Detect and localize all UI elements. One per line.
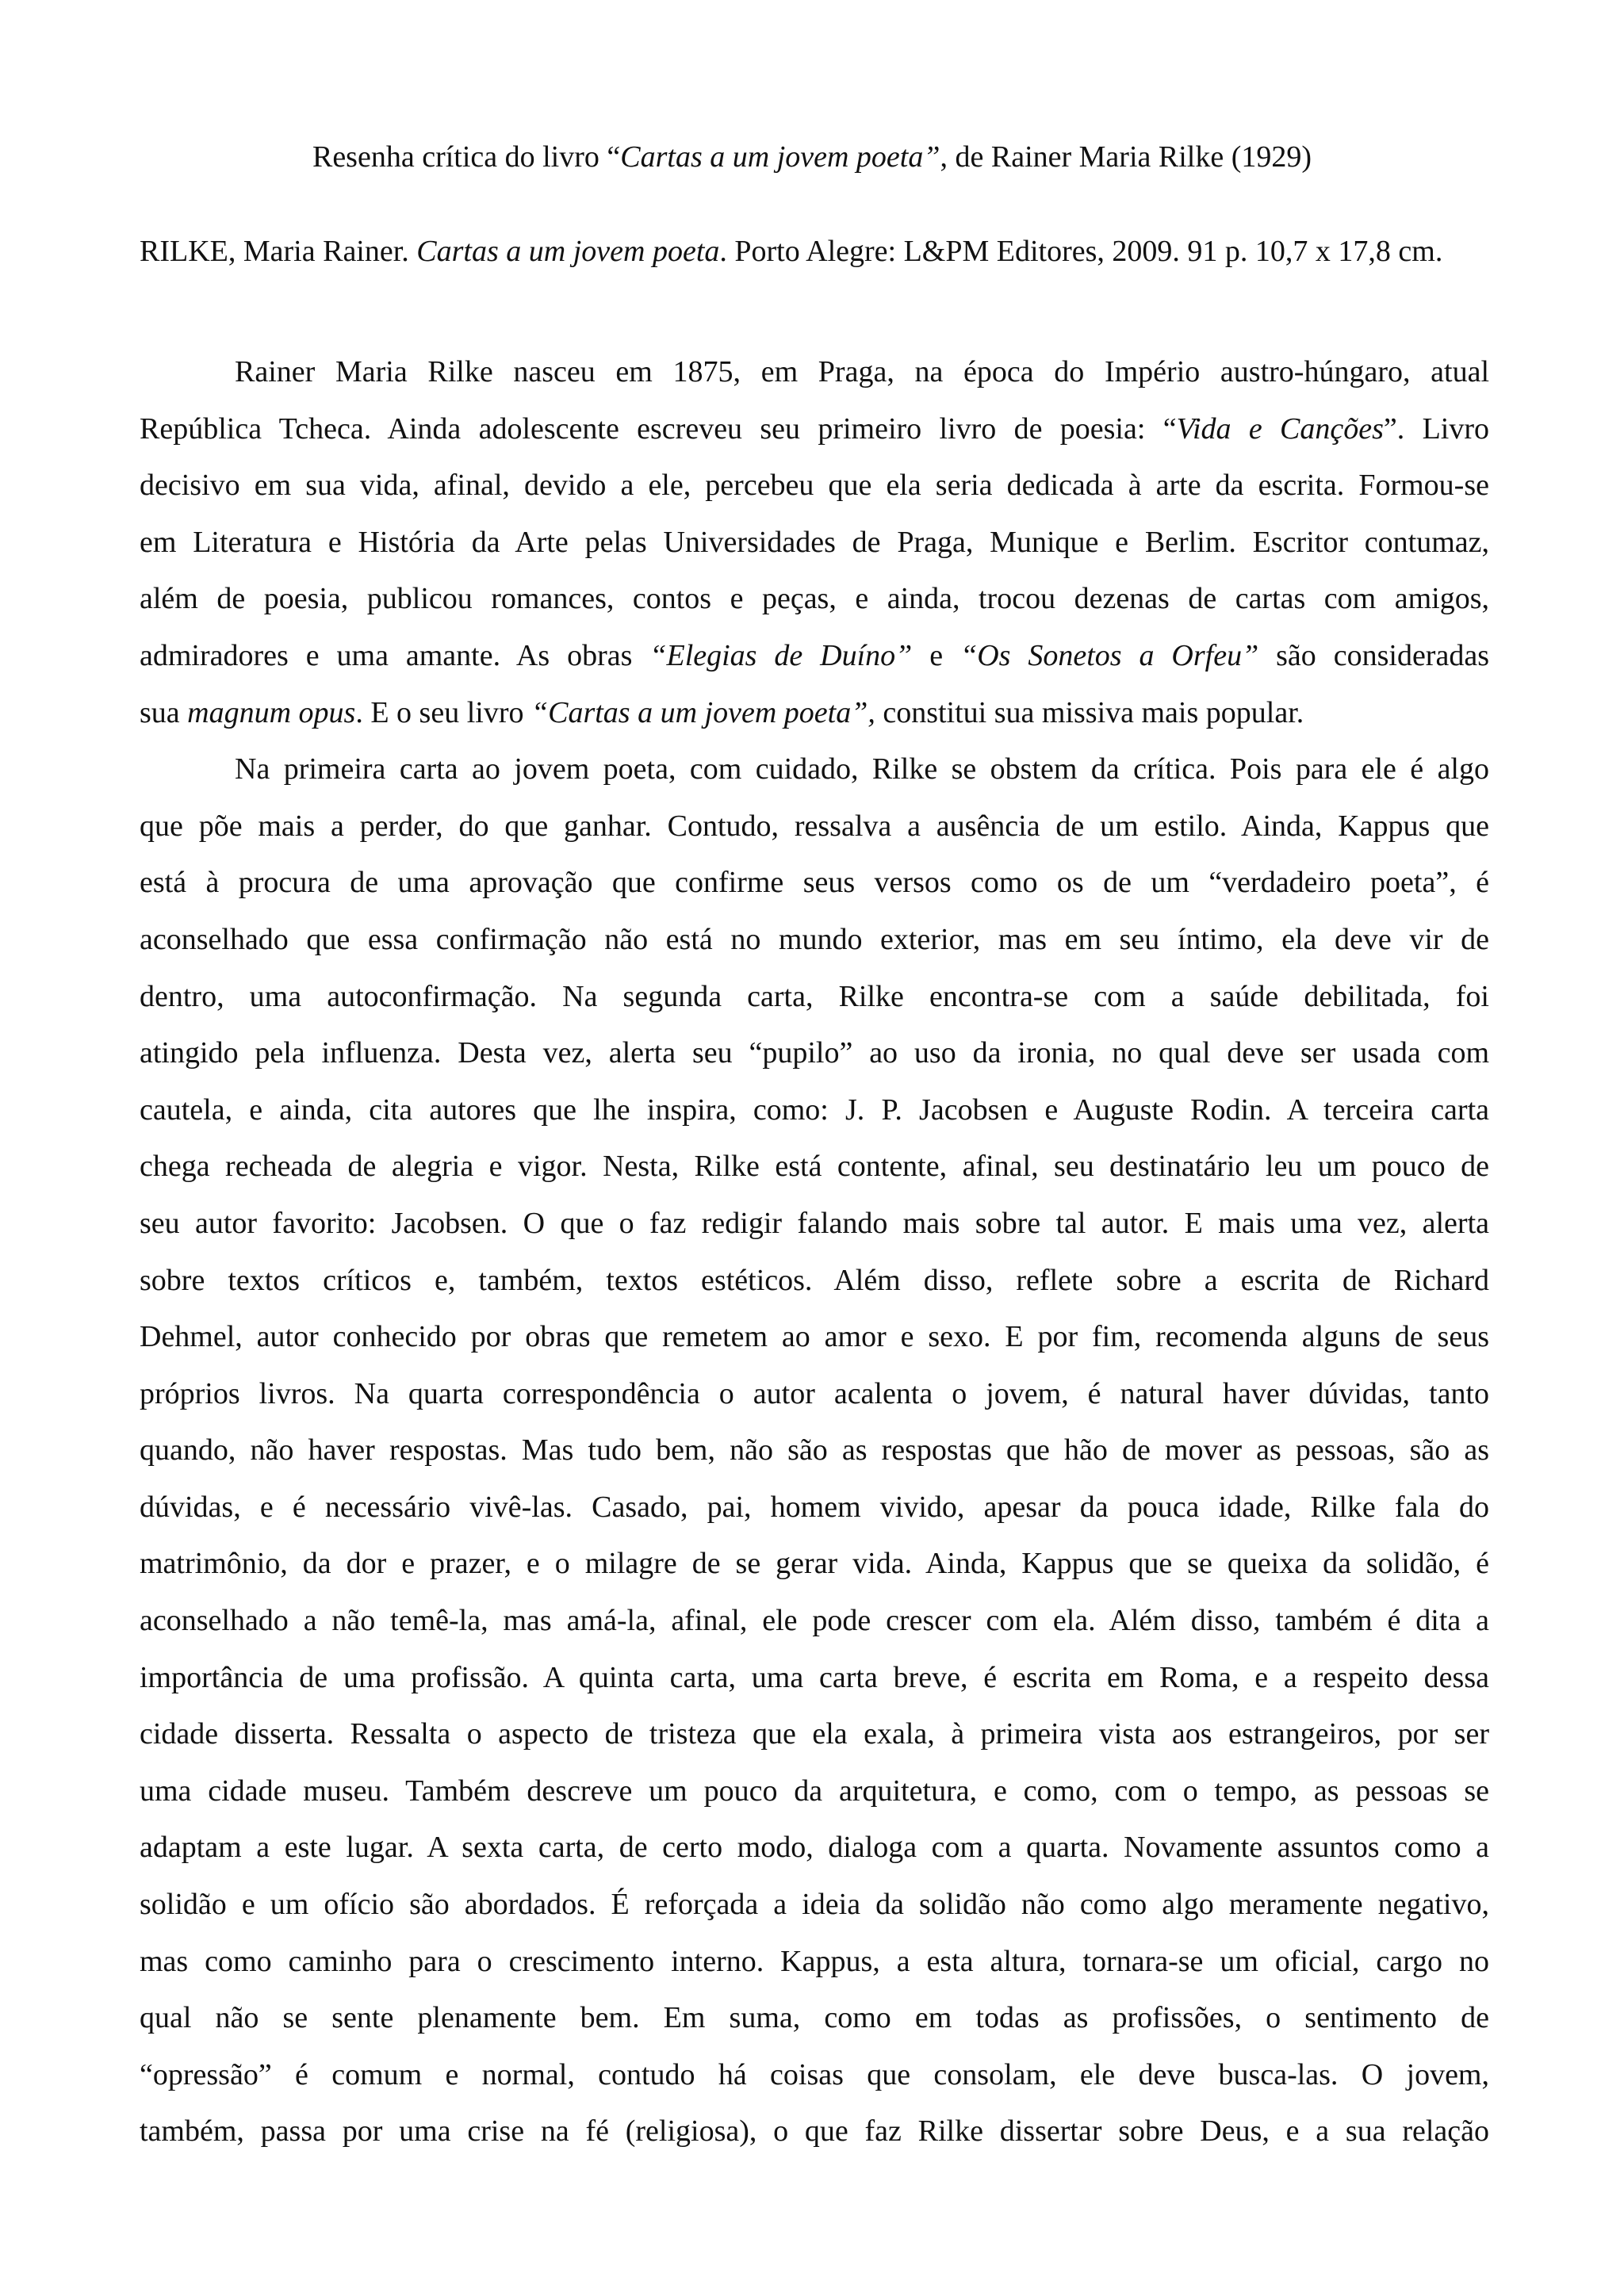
paragraph-line: decisivo em sua vida, afinal, devido a ele, percebeu que ela seria dedicada à arte da escrita. Formou-se bbox=[140, 469, 1489, 503]
reference-book-title: Cartas a um jovem poeta bbox=[416, 235, 720, 268]
paragraph-line: em Literatura e História da Arte pelas Universidades de Praga, Munique e Berlim. Escritor contumaz, bbox=[140, 525, 1489, 559]
paragraph-line: próprios livros. Na quarta correspondência o autor acalenta o jovem, é natural haver dúvidas, tanto bbox=[140, 1376, 1489, 1410]
reference-author: RILKE, Maria Rainer. bbox=[140, 235, 417, 268]
line-text: sua bbox=[140, 695, 188, 729]
paragraph-line: dentro, uma autoconfirmação. Na segunda carta, Rilke encontra-se com a saúde debilitada, foi bbox=[140, 979, 1489, 1013]
paragraph-line: dúvidas, e é necessário vivê-las. Casado, pai, homem vivido, apesar da pouca idade, Rilke fala do bbox=[140, 1490, 1489, 1524]
paragraph-line bbox=[140, 685, 1489, 742]
review-body bbox=[140, 344, 1489, 2160]
paragraph-1 bbox=[140, 344, 1489, 741]
line-text: constitui sua missiva mais popular. bbox=[875, 695, 1304, 729]
paragraph-line: chega recheada de alegria e vigor. Nesta, Rilke está contente, afinal, seu destinatário leu um pouco de bbox=[140, 1150, 1489, 1184]
line-text: são consideradas bbox=[1258, 638, 1489, 672]
paragraph-line: sobre textos críticos e, também, textos estéticos. Além disso, reflete sobre a escrita de Richard bbox=[140, 1263, 1489, 1297]
title-text-pre: Resenha crítica do livro “ bbox=[312, 140, 621, 174]
paragraph-line: qual não se sente plenamente bem. Em suma, como em todas as profissões, o sentimento de bbox=[140, 2001, 1489, 2035]
paragraph-line: quando, não haver respostas. Mas tudo bem, não são as respostas que hão de mover as pessoas, são as bbox=[140, 1433, 1489, 1468]
line-text: admiradores e uma amante. As obras bbox=[140, 638, 650, 672]
paragraph-line: solidão e um ofício são abordados. É reforçada a ideia da solidão não como algo meramente negativo, bbox=[140, 1888, 1489, 1922]
title-book-name: Cartas a um jovem poeta” bbox=[620, 140, 940, 174]
line-text: República Tcheca. Ainda adolescente escreveu seu primeiro livro de poesia: “ bbox=[140, 411, 1177, 446]
paragraph-line: seu autor favorito: Jacobsen. O que o faz redigir falando mais sobre tal autor. E mais uma vez, alerta bbox=[140, 1206, 1489, 1240]
paragraph-2 bbox=[140, 741, 1489, 2160]
italic-work-title: “Cartas a um jovem poeta”, bbox=[530, 695, 875, 729]
paragraph-line: que põe mais a perder, do que ganhar. Contudo, ressalva a ausência de um estilo. Ainda, Kappus que bbox=[140, 809, 1489, 843]
paragraph-line bbox=[140, 401, 1489, 458]
paragraph-line: cautela, e ainda, cita autores que lhe inspira, como: J. P. Jacobsen e Auguste Rodin. A terceira carta bbox=[140, 1093, 1489, 1127]
paragraph-line: “opressão” é comum e normal, contudo há coisas que consolam, ele deve busca-las. O jovem, bbox=[140, 2057, 1489, 2091]
document-title bbox=[0, 136, 1624, 178]
paragraph-line: além de poesia, publicou romances, contos e peças, e ainda, trocou dezenas de cartas com amigos, bbox=[140, 582, 1489, 616]
title-text-post: , de Rainer Maria Rilke (1929) bbox=[940, 140, 1312, 174]
paragraph-line: adaptam a este lugar. A sexta carta, de certo modo, dialoga com a quarta. Novamente assuntos como a bbox=[140, 1831, 1489, 1865]
paragraph-line: matrimônio, da dor e prazer, e o milagre de se gerar vida. Ainda, Kappus que se queixa da solidão, é bbox=[140, 1547, 1489, 1581]
italic-phrase: magnum opus bbox=[187, 695, 356, 729]
paragraph-line: está à procura de uma aprovação que confirme seus versos como os de um “verdadeiro poeta”, é bbox=[140, 866, 1489, 900]
paragraph-line: importância de uma profissão. A quinta carta, uma carta breve, é escrita em Roma, e a respeito dessa bbox=[140, 1660, 1489, 1694]
bibliographic-reference bbox=[140, 233, 1489, 270]
paragraph-line: mas como caminho para o crescimento interno. Kappus, a esta altura, tornara-se um oficial, cargo no bbox=[140, 1944, 1489, 1978]
paragraph-line: cidade disserta. Ressalta o aspecto de tristeza que ela exala, à primeira vista aos estrangeiros, por ser bbox=[140, 1717, 1489, 1751]
italic-work-title: Vida e Canções bbox=[1176, 411, 1384, 446]
line-text: ”. Livro bbox=[1383, 411, 1489, 446]
paragraph-line: aconselhado que essa confirmação não está no mundo exterior, mas em seu íntimo, ela deve vir de bbox=[140, 922, 1489, 956]
paragraph-line: uma cidade museu. Também descreve um pouco da arquitetura, e como, com o tempo, as pessoas se bbox=[140, 1774, 1489, 1808]
paragraph-line bbox=[140, 628, 1489, 685]
paragraph-line: Dehmel, autor conhecido por obras que remetem ao amor e sexo. E por fim, recomenda alguns de seus bbox=[140, 1320, 1489, 1354]
italic-work-title: “Os Sonetos a Orfeu” bbox=[960, 638, 1259, 672]
paragraph-line: também, passa por uma crise na fé (religiosa), o que faz Rilke dissertar sobre Deus, e a sua relação bbox=[140, 2114, 1489, 2149]
line-text: . E o seu livro bbox=[355, 695, 531, 729]
line-text: e bbox=[912, 638, 961, 672]
paragraph-line: aconselhado a não temê-la, mas amá-la, afinal, ele pode crescer com ela. Além disso, também é dita a bbox=[140, 1604, 1489, 1638]
reference-details: . Porto Alegre: L&PM Editores, 2009. 91 p. 10,7 x 17,8 cm. bbox=[719, 235, 1443, 268]
paragraph-line: atingido pela influenza. Desta vez, alerta seu “pupilo” ao uso da ironia, no qual deve ser usada com bbox=[140, 1036, 1489, 1070]
italic-work-title: “Elegias de Duíno” bbox=[649, 638, 913, 672]
paragraph-line: Rainer Maria Rilke nasceu em 1875, em Praga, na época do Império austro-húngaro, atual bbox=[235, 355, 1489, 388]
paragraph-line: Na primeira carta ao jovem poeta, com cuidado, Rilke se obstem da crítica. Pois para ele é algo bbox=[235, 752, 1489, 786]
